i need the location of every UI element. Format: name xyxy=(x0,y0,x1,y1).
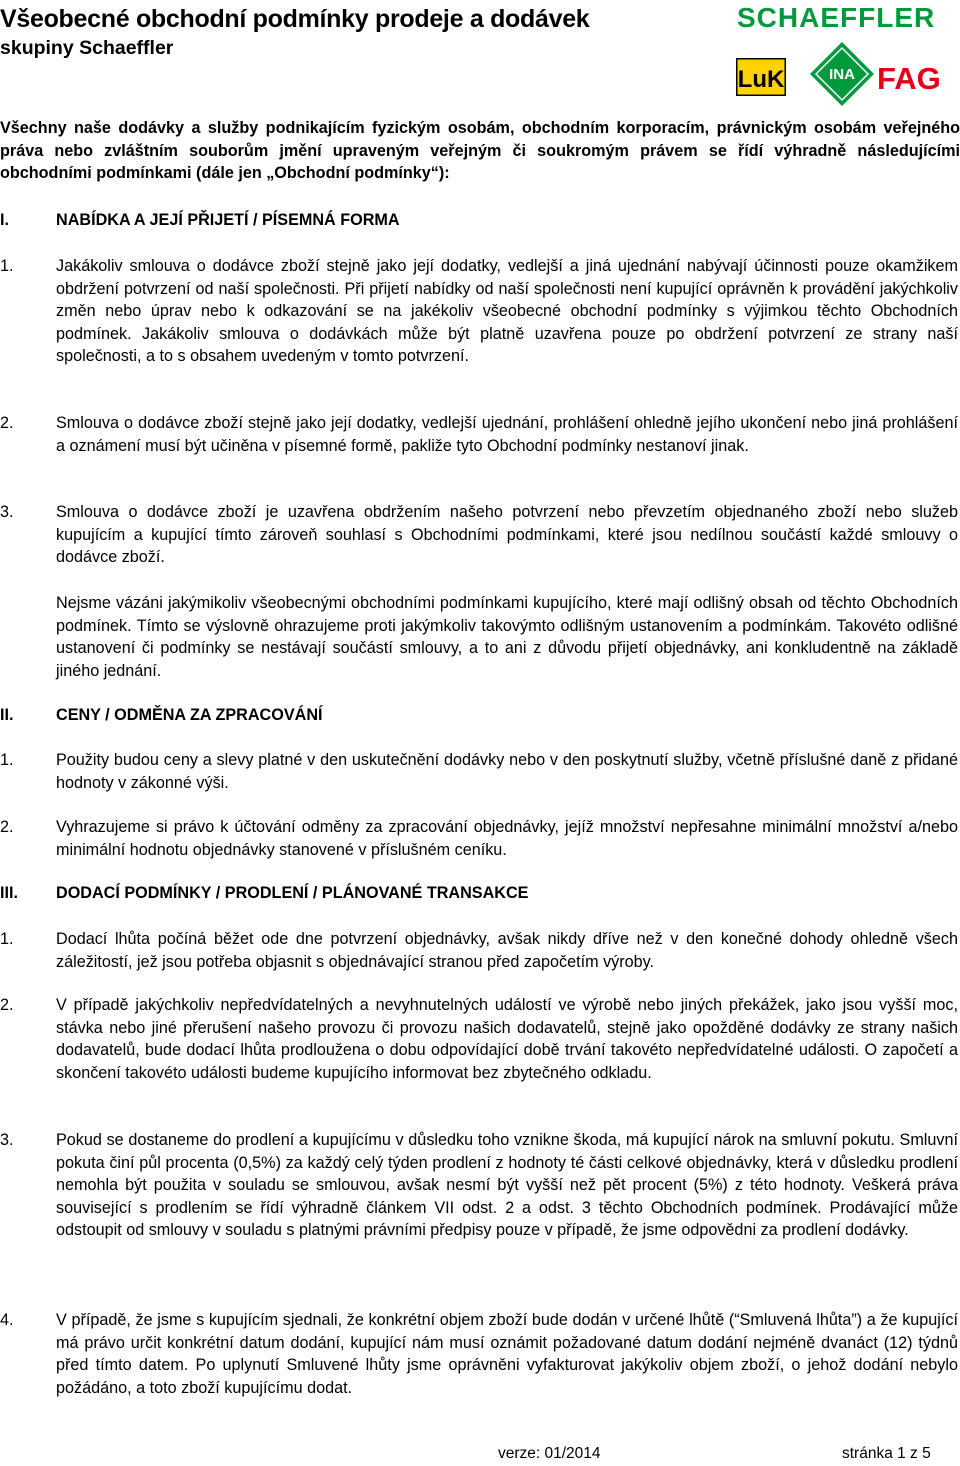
intro-paragraph: Všechny naše dodávky a služby podnikajícím fyzickým osobám, obchodním korporacím, právnickým osobám veřejného práva nebo zvláštním souborům jmění upraveným veřejným či soukromým právem se řídí výhradně následujícími obchodními podmínkami (dále jen „Obchodní podmínky“): xyxy=(0,119,960,183)
ina-logo-text: INA xyxy=(829,66,855,83)
paragraph-text: Použity budou ceny a slevy platné v den uskutečnění dodávky nebo v den poskytnutí služby, včetně příslušné daně z přidané hodnoty v zákonné výši. xyxy=(56,751,958,792)
ina-logo xyxy=(810,42,874,106)
paragraph-text: Vyhrazujeme si právo k účtování odměny za zpracování objednávky, jejíž množství nepřesahne minimální množství a/nebo minimální hodnotu objednávky stanovené v příslušném ceníku. xyxy=(56,818,958,859)
luk-logo xyxy=(736,58,786,96)
paragraph-text: Nejsme vázáni jakýmikoliv všeobecnými obchodními podmínkami kupujícího, které mají odlišný obsah od těchto Obchodních podmínek. Tímto se výslovně ohrazujeme proti jakýmkoliv takovýmto odlišným ustanovením a podmínkám. Takovéto odlišné ustanovení či podmínky se nestávají součástí smlouvy, a to ani z důvodu přijetí objednávky, ani konkludentně na základě jiného jednání. xyxy=(56,594,958,680)
paragraph-number: 1. xyxy=(0,751,14,769)
section-title: DODACÍ PODMÍNKY / PRODLENÍ / PLÁNOVANÉ TRANSAKCE xyxy=(56,884,529,902)
paragraph-text: V případě jakýchkoliv nepředvídatelných a nevyhnutelných událostí ve výrobě nebo jiných překážek, jako jsou vyšší moc, stávka nebo jiné přerušení našeho provozu či provozu našich dodavatelů, stejně jako opožděné dodávky ze strany našich dodavatelů, bude dodací lhůta prodloužena o dobu odpovídající době trvání takovéto nepředvídatelné události. O započetí a skončení takovéto události budeme kupujícího informovat bez zbytečného odkladu. xyxy=(56,996,958,1082)
schaeffler-logo: SCHAEFFLER xyxy=(737,2,936,33)
page-header xyxy=(0,0,960,110)
paragraph-number: 3. xyxy=(0,1131,14,1149)
section-number: III. xyxy=(0,884,18,902)
paragraph-text: Dodací lhůta počíná běžet ode dne potvrzení objednávky, avšak nikdy dříve než v den konečné dohody ohledně všech záležitostí, jež jsou potřeba objasnit s objednávající stranou před započetím výroby. xyxy=(56,930,958,971)
paragraph-text: Smlouva o dodávce zboží stejně jako její dodatky, vedlejší ujednání, prohlášení ohledně jejího ukončení nebo jiná prohlášení a oznámení musí být učiněna v písemné formě, pakliže tyto Obchodní podmínky nestanoví jinak. xyxy=(56,414,958,455)
paragraph-number: 1. xyxy=(0,257,14,275)
footer-version: verze: 01/2014 xyxy=(498,1445,601,1462)
paragraph-number: 3. xyxy=(0,503,14,521)
paragraph-text: V případě, že jsme s kupujícím sjednali, že konkrétní objem zboží bude dodán v určené lhůtě (“Smluvená lhůta”) a že kupující má právo určit konkrétní datum dodání, kupující nám musí oznámit požadované datum dodání nejméně dvanáct (12) týdnů před tímto datem. Po uplynutí Smluvené lhůty jsme oprávněni vyfakturovat jakýkoliv objem zboží, o jehož dodání nebylo požádáno, a toto zboží kupujícímu dodat. xyxy=(56,1311,958,1397)
paragraph-text: Smlouva o dodávce zboží je uzavřena obdržením našeho potvrzení nebo převzetím objednaného zboží nebo služeb kupujícím a kupující tímto zároveň souhlasí s Obchodními podmínkami, které jsou nedílnou součástí každé smlouvy o dodávce zboží. xyxy=(56,503,958,567)
document-subtitle: skupiny Schaeffler xyxy=(0,37,174,59)
section-number: II. xyxy=(0,706,14,724)
section-title: NABÍDKA A JEJÍ PŘIJETÍ / PÍSEMNÁ FORMA xyxy=(56,211,400,229)
fag-logo: FAG xyxy=(877,61,941,96)
paragraph-number: 2. xyxy=(0,996,14,1014)
section-title: CENY / ODMĚNA ZA ZPRACOVÁNÍ xyxy=(56,706,323,724)
paragraph-number: 2. xyxy=(0,414,14,432)
document-title: Všeobecné obchodní podmínky prodeje a dodávek xyxy=(0,5,590,33)
paragraph-text: Jakákoliv smlouva o dodávce zboží stejně jako její dodatky, vedlejší a jiná ujednání nabývají účinnosti pouze okamžikem obdržení potvrzení od naší společnosti. Při přijetí nabídky od naší společnosti není kupující oprávněn k provádění jakýchkoliv změn nebo úprav nebo k odkazování se na jakékoliv všeobecné obchodní podmínky s výjimkou těchto Obchodních podmínek. Jakákoliv smlouva o dodávkách může být platně uzavřena pouze po obdržení potvrzení ze strany naší společnosti, a to s obsahem uvedeným v tomto potvrzení. xyxy=(56,257,958,366)
paragraph-text: Pokud se dostaneme do prodlení a kupujícímu v důsledku toho vznikne škoda, má kupující nárok na smluvní pokutu. Smluvní pokuta činí půl procenta (0,5%) za každý celý týden prodlení z hodnoty té části celkové objednávky, která v důsledku prodlení nemohla být použita v souladu se smlouvou, avšak nesmí být vyšší než pět procent (5%) z této hodnoty. Veškerá práva související s prodlením se řídí výhradně článkem VII odst. 2 a odst. 3 těchto Obchodních podmínek. Prodávající může odstoupit od smlouvy v souladu s platnými právními předpisy pouze v případě, že jsme odpovědni za prodlení dodávky. xyxy=(56,1131,958,1240)
paragraph-number: 2. xyxy=(0,818,14,836)
section-number: I. xyxy=(0,211,9,229)
paragraph-number: 1. xyxy=(0,930,14,948)
paragraph-number: 4. xyxy=(0,1311,14,1329)
luk-logo-text: LuK xyxy=(737,66,785,93)
footer-page-number: stránka 1 z 5 xyxy=(842,1445,931,1462)
